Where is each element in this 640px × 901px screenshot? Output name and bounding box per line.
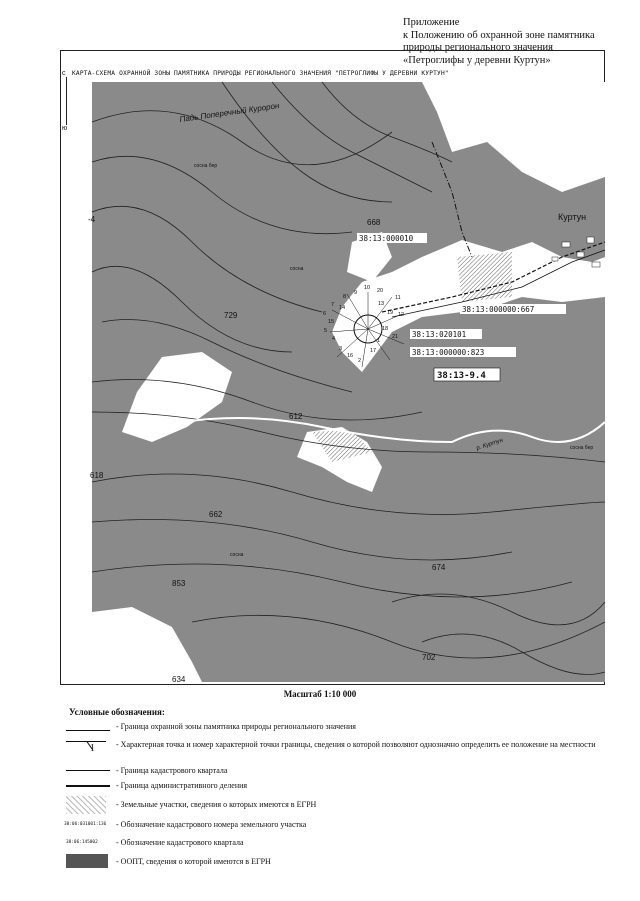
- legend-symbol-boundary-point: [64, 740, 116, 760]
- legend-text-parcel-number: - Обозначение кадастрового номера земельного участка: [116, 820, 307, 829]
- point-18: 18: [382, 326, 389, 332]
- point-4: 4: [332, 336, 336, 342]
- compass-line: [66, 77, 67, 125]
- cad-000000-823: 38:13:000000:823: [412, 348, 485, 357]
- elevation-634: 634: [172, 675, 186, 684]
- point-9: 9: [354, 290, 358, 296]
- header-line-4: «Петроглифы у деревни Куртун»: [403, 54, 551, 66]
- legend-text-cadastral-quarter: - Граница кадастрового квартала: [116, 766, 228, 775]
- legend-symbol-parcel-number: [64, 820, 116, 840]
- legend-point-number: 1: [90, 743, 95, 754]
- point-2: 2: [358, 358, 362, 364]
- elevation-674: 674: [432, 563, 446, 572]
- legend-row-land-parcels: [64, 796, 624, 818]
- hatched-parcel: [457, 252, 512, 302]
- compass-north-label: с: [62, 70, 66, 77]
- point-6: 6: [323, 311, 327, 317]
- legend-text-boundary-point: - Характерная точка и номер характерной точки границы, сведения о которой позволяют однозначно определить ее положение на местности: [116, 740, 596, 749]
- elevation-4: -4: [88, 215, 96, 224]
- pad-label: Падь Поперечный Куророн: [179, 101, 280, 124]
- legend-row-admin-boundary: [64, 781, 624, 795]
- header-line-2: к Положению об охранной зоне памятника: [403, 29, 595, 41]
- legend-sample-parcel-number: 38:06:031001:136: [64, 822, 107, 827]
- legend-row-parcel-number: [64, 820, 624, 834]
- veg-label-1: сосна бер: [194, 163, 218, 169]
- map-title: КАРТА-СХЕМА ОХРАННОЙ ЗОНЫ ПАМЯТНИКА ПРИРОДЫ РЕГИОНАЛЬНОГО ЗНАЧЕНИЯ "ПЕТРОГЛИФЫ У ДЕРЕВНИ КУРТУН": [72, 70, 449, 77]
- elevation-612: 612: [289, 412, 303, 421]
- elevation-702: 702: [422, 653, 436, 662]
- legend-text-oopt: - ООПТ, сведения о которой имеются в ЕГРН: [116, 857, 271, 866]
- point-19: 19: [387, 310, 394, 316]
- north-south-indicator: [62, 70, 67, 132]
- point-15: 15: [328, 319, 335, 325]
- point-14: 14: [339, 305, 346, 311]
- legend-row-cadastral-quarter: [64, 766, 624, 780]
- point-17: 17: [370, 348, 377, 354]
- legend-row-protection-zone: [64, 722, 624, 736]
- village-label: Куртун: [558, 212, 587, 222]
- point-12: 12: [398, 312, 405, 318]
- point-11: 11: [395, 295, 401, 301]
- river-label: р. Куртун: [475, 437, 504, 452]
- cad-020101: 38:13:020101: [412, 330, 467, 339]
- veg-label-3: сосна: [230, 552, 244, 558]
- elevation-853: 853: [172, 579, 186, 588]
- legend-symbol-oopt: [64, 854, 116, 874]
- cad-000000-667: 38:13:000000:667: [462, 305, 535, 314]
- cad-000010: 38:13:000010: [359, 234, 414, 243]
- legend-title: Условные обозначения:: [69, 707, 165, 717]
- legend-text-protection-zone: - Граница охранной зоны памятника природы регионального значения: [116, 722, 356, 731]
- header-line-1: Приложение: [403, 17, 460, 28]
- legend-symbol-protection-zone: [64, 722, 116, 742]
- legend-text-admin-boundary: - Граница административного деления: [116, 781, 248, 790]
- veg-label-4: сосна бер: [570, 445, 594, 451]
- elevation-662: 662: [209, 510, 223, 519]
- point-13: 13: [378, 301, 385, 307]
- legend-text-land-parcels: - Земельные участки, сведения о которых имеются в ЕГРН: [116, 800, 317, 809]
- point-1: 1: [377, 338, 381, 344]
- map-canvas[interactable]: [88, 82, 605, 684]
- point-21: 21: [392, 334, 399, 340]
- legend-row-boundary-point: [64, 740, 624, 764]
- veg-label-2: сосна: [290, 266, 304, 272]
- legend-text-quarter-number: - Обозначение кадастрового квартала: [116, 838, 244, 847]
- point-7: 7: [331, 302, 335, 308]
- point-20: 20: [377, 288, 384, 294]
- legend-row-oopt: [64, 854, 624, 872]
- compass-south-label: ю: [62, 125, 68, 132]
- legend-sample-quarter: 38:06:145002: [66, 840, 98, 845]
- point-16: 16: [347, 353, 354, 359]
- header-line-3: природы регионального значения: [403, 42, 553, 53]
- scale-label: Масштаб 1:10 000: [283, 689, 357, 699]
- elevation-668: 668: [367, 218, 381, 227]
- elevation-729: 729: [224, 311, 238, 320]
- point-10: 10: [364, 285, 371, 291]
- point-8: 8: [343, 294, 347, 300]
- legend-symbol-land-parcels: [64, 796, 116, 816]
- elevation-618: 618: [90, 471, 104, 480]
- point-3: 3: [339, 346, 343, 352]
- point-5: 5: [324, 328, 328, 334]
- cad-13-9-4: 38:13-9.4: [437, 371, 486, 381]
- legend-row-quarter-number: [64, 838, 624, 852]
